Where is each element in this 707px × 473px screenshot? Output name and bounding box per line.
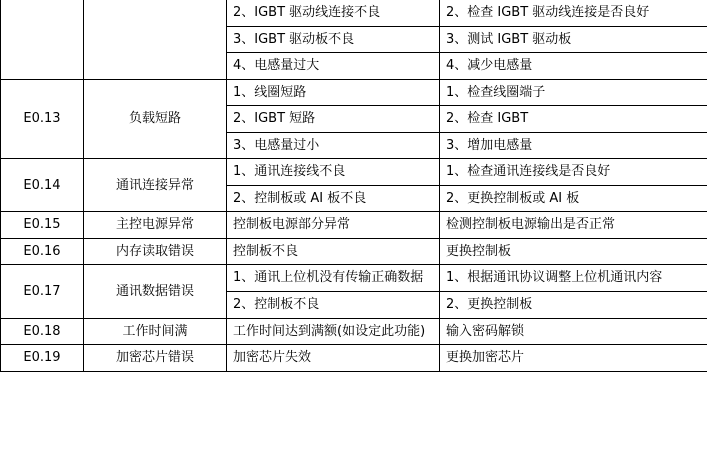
cell-cause: 2、IGBT 短路 [227,106,440,133]
cell-cause: 1、通讯上位机没有传输正确数据 [227,265,440,292]
table-row [1,79,707,106]
cell-code: E0.18 [1,318,84,345]
cell-code: E0.14 [1,159,84,212]
cell-cause: 2、控制板不良 [227,292,440,319]
cell-action: 3、测试 IGBT 驱动板 [440,26,707,53]
table-body [1,0,707,371]
cell-action: 3、增加电感量 [440,132,707,159]
cell-cause: 2、控制板或 AI 板不良 [227,185,440,212]
cell-cause: 2、IGBT 驱动线连接不良 [227,0,440,26]
table-row [1,212,707,239]
cell-code: E0.16 [1,238,84,265]
cell-action: 2、检查 IGBT 驱动线连接是否良好 [440,0,707,26]
table-row [1,318,707,345]
cell-code: E0.15 [1,212,84,239]
cell-action: 检测控制板电源输出是否正常 [440,212,707,239]
cell-action: 2、更换控制板或 AI 板 [440,185,707,212]
cell-cause: 工作时间达到满额(如设定此功能) [227,318,440,345]
table-row [1,0,707,26]
table-row [1,159,707,186]
cell-name: 工作时间满 [84,318,227,345]
cell-name: 通讯数据错误 [84,265,227,318]
cell-action: 1、检查线圈端子 [440,79,707,106]
cell-action: 更换加密芯片 [440,345,707,372]
cell-cause: 加密芯片失效 [227,345,440,372]
cell-cause: 控制板不良 [227,238,440,265]
cell-action: 1、根据通讯协议调整上位机通讯内容 [440,265,707,292]
cell-action: 输入密码解锁 [440,318,707,345]
cell-action: 更换控制板 [440,238,707,265]
cell-name: 主控电源异常 [84,212,227,239]
cell-code: E0.13 [1,79,84,159]
cell-code: E0.19 [1,345,84,372]
cell-action: 2、更换控制板 [440,292,707,319]
cell-cause: 3、IGBT 驱动板不良 [227,26,440,53]
cell-action: 1、检查通讯连接线是否良好 [440,159,707,186]
cell-cause: 4、电感量过大 [227,53,440,80]
cell-name [84,0,227,79]
cell-code [1,0,84,79]
cell-name: 负载短路 [84,79,227,159]
cell-name: 内存读取错误 [84,238,227,265]
cell-cause: 1、通讯连接线不良 [227,159,440,186]
cell-action: 4、减少电感量 [440,53,707,80]
cell-name: 加密芯片错误 [84,345,227,372]
cell-cause: 3、电感量过小 [227,132,440,159]
table-row [1,238,707,265]
cell-action: 2、检查 IGBT [440,106,707,133]
cell-name: 通讯连接异常 [84,159,227,212]
cell-code: E0.17 [1,265,84,318]
table-row [1,345,707,372]
cell-cause: 控制板电源部分异常 [227,212,440,239]
table-row [1,265,707,292]
cell-cause: 1、线圈短路 [227,79,440,106]
